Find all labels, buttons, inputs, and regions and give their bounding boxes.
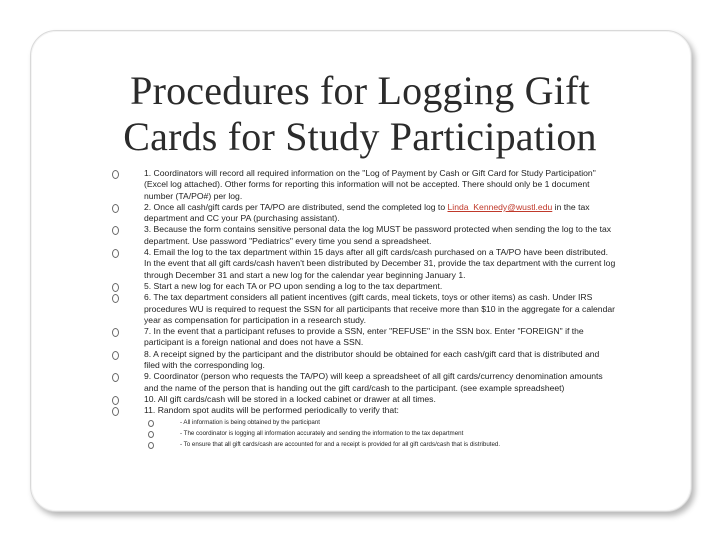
sub-list-item-text: - To ensure that all gift cards/cash are accounted for and a receipt is provided for all gift cards/cash that is distributed. <box>180 441 501 449</box>
circle-bullet-icon <box>112 226 119 235</box>
list-item-text: 8. A receipt signed by the participant and the distributor should be obtained for each cash/gift card that is distributed and filed with the corresponding log. <box>144 348 600 371</box>
circle-bullet-icon <box>112 294 119 303</box>
list-item-text: 1. Coordinators will record all required information on the "Log of Payment by Cash or Gift Card for Study Participation" (Excel log attached). Other forms for reporting this information will not be accepted. There should only be 1 document number (TA/PO#) per log. <box>144 168 596 201</box>
list-item <box>112 247 617 281</box>
list-item-text-after-link: in the tax department and CC your PA (purchasing assistant). <box>144 201 590 224</box>
circle-bullet-icon <box>112 204 119 213</box>
list-item-text: 11. Random spot audits will be performed periodically to verify that: <box>144 405 399 416</box>
circle-bullet-icon <box>112 396 119 405</box>
list-item-text: 6. The tax department considers all patient incentives (gift cards, meal tickets, toys or other items) as cash. Under IRS procedures WU is required to request the SSN for all participants that receive more than $10 in the aggregate for a calendar year as compensation for participation in a research study. <box>144 292 616 325</box>
list-item-text: 9. Coordinator (person who requests the TA/PO) will keep a spreadsheet of all gift cards/currency denomination amounts and the name of the person that is handing out the gift card/cash to the participant. (see example spreadsheet) <box>144 371 603 393</box>
slide-title: Procedures for Logging Gift Cards for Study Participation <box>123 68 597 159</box>
list-item <box>112 326 617 349</box>
sub-list-item-text: - All information is being obtained by the participant <box>180 418 320 426</box>
circle-bullet-icon <box>112 170 119 179</box>
list-item <box>112 168 617 202</box>
circle-bullet-icon <box>112 328 119 337</box>
list-item-text: 5. Start a new log for each TA or PO upon sending a log to the tax department. <box>144 280 443 291</box>
circle-bullet-icon <box>112 249 119 258</box>
circle-bullet-icon <box>112 407 119 416</box>
circle-bullet-icon <box>112 351 119 360</box>
sub-list-item <box>148 417 617 428</box>
list-item <box>112 224 617 247</box>
circle-bullet-icon <box>112 283 119 292</box>
list-item <box>112 349 617 372</box>
list-item <box>112 405 617 416</box>
sub-list-item <box>148 439 617 450</box>
sub-list-item-text: - The coordinator is logging all information accurately and sending the information to the tax department <box>180 429 464 437</box>
list-item-text: 7. In the event that a participant refuses to provide a SSN, enter "REFUSE" in the SSN box. Enter "FOREIGN" if the participant is a foreign national and does not have a SSN. <box>144 326 584 348</box>
circle-bullet-icon <box>148 420 154 427</box>
list-item-text-before-link: 2. Once all cash/gift cards per TA/PO are distributed, send the completed log to <box>144 201 448 212</box>
list-item-text: 3. Because the form contains sensitive personal data the log MUST be password protected when sending the log to the tax department. Use password "Pediatrics" every time you send a spreadsheet. <box>144 224 612 246</box>
email-link[interactable]: Linda_Kennedy@wustl.edu <box>447 201 553 212</box>
list-item <box>112 292 617 326</box>
circle-bullet-icon <box>112 373 119 382</box>
list-item <box>112 371 617 394</box>
list-item <box>112 394 617 405</box>
slide-body <box>112 168 617 450</box>
list-item <box>112 202 617 225</box>
list-item <box>112 281 617 292</box>
list-item-text: 10. All gift cards/cash will be stored in a locked cabinet or drawer at all times. <box>144 393 436 404</box>
sub-list-item <box>148 428 617 439</box>
circle-bullet-icon <box>148 442 154 449</box>
list-item-text: 4. Email the log to the tax department within 15 days after all gift cards/cash purchased on a TA/PO have been distributed. In the event that all gift cards/cash haven't been distributed by December 31, provide the tax department with the current log through December 31 and start a new log for the calendar year beginning January 1. <box>144 247 616 280</box>
circle-bullet-icon <box>148 431 154 438</box>
